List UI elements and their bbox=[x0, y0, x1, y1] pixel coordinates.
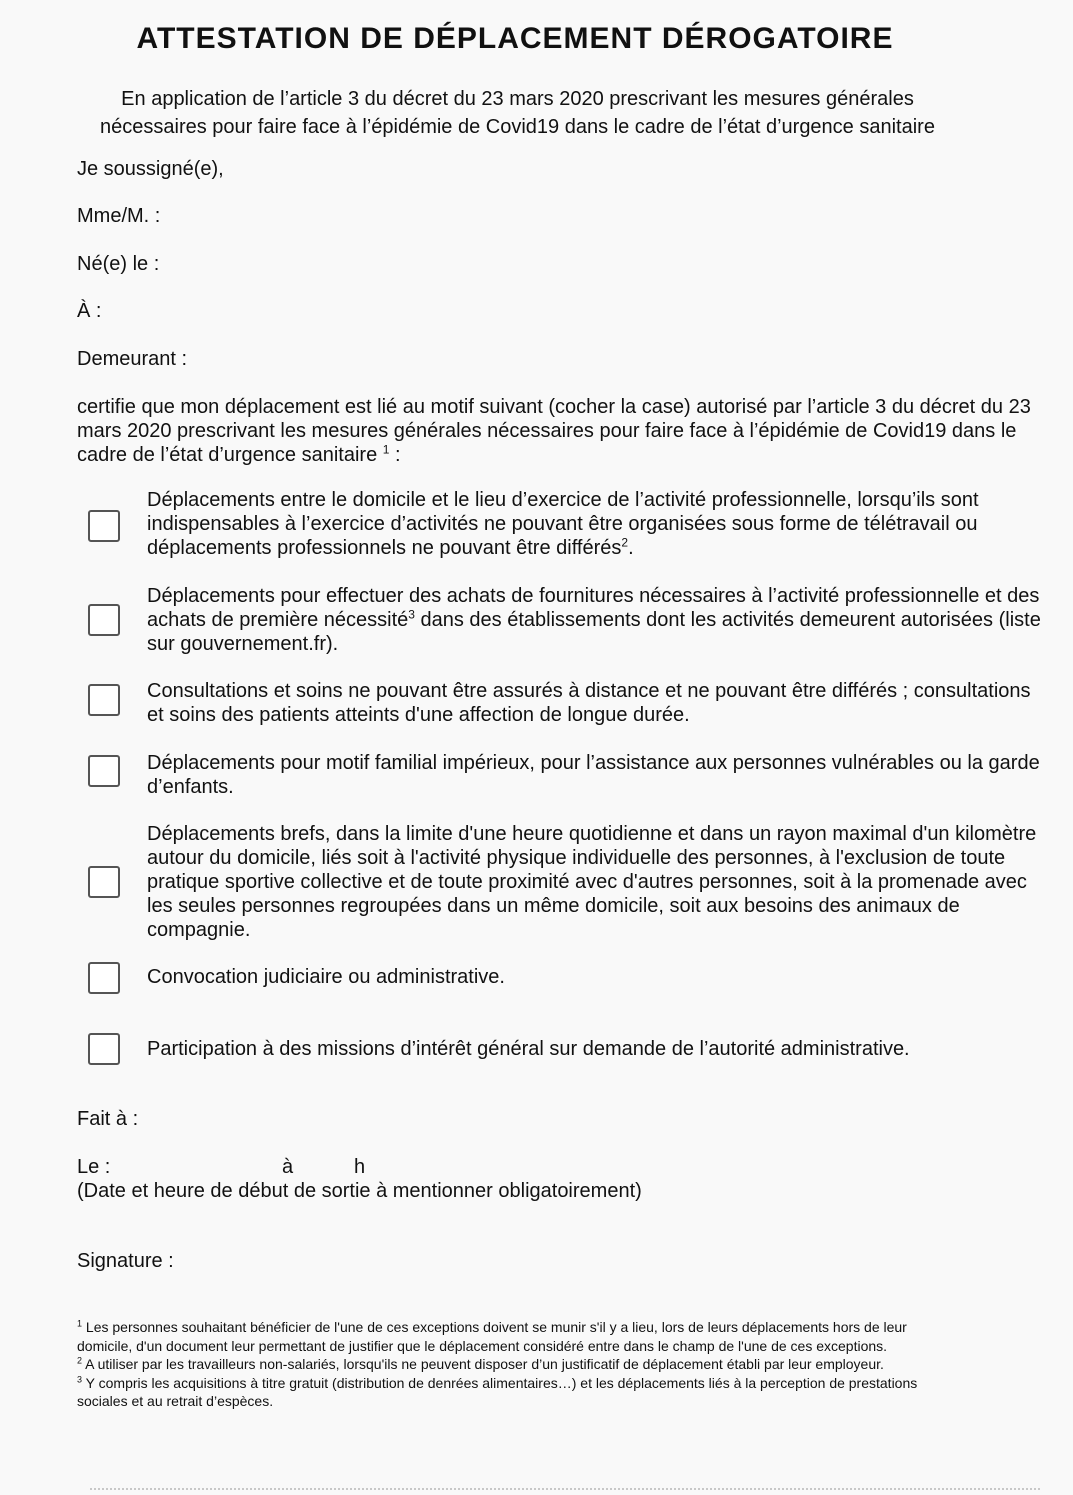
name-field-label: Mme/M. : bbox=[77, 205, 161, 227]
intro-text bbox=[0, 85, 1035, 141]
date-time-note: (Date et heure de début de sortie à mentionner obligatoirement) bbox=[77, 1180, 642, 1202]
document-title: ATTESTATION DE DÉPLACEMENT DÉROGATOIRE bbox=[136, 22, 894, 55]
reason-family-text: Déplacements pour motif familial impérieux, pour l’assistance aux personnes vulnérables ou la garde d’enfants. bbox=[147, 752, 1040, 798]
soussigne-label: Je soussigné(e), bbox=[77, 158, 224, 180]
date-label: Le : bbox=[77, 1156, 111, 1178]
address-field-label: Demeurant : bbox=[77, 348, 188, 370]
certify-suffix: : bbox=[389, 444, 401, 466]
hour-label: h bbox=[354, 1156, 366, 1178]
reason-missions-text: Participation à des missions d’intérêt général sur demande de l’autorité administrative. bbox=[147, 1038, 910, 1060]
birthdate-field-label: Né(e) le : bbox=[77, 253, 160, 275]
reason-shopping-checkbox[interactable] bbox=[88, 604, 120, 636]
reason-work-text: Déplacements entre le domicile et le lieu d’exercice de l’activité professionnelle, lorsqu’ils sont indispensables à l’exercice d’activités ne pouvant être organisées sous forme de télétravail ou déplacements professionnels ne pouvant être différés$^2$. bbox=[147, 489, 979, 559]
footnote-ref-1: 1 bbox=[382, 442, 390, 457]
reason-health-text: Consultations et soins ne pouvant être assurés à distance et ne pouvant être différés ; consultations et soins des patients atteints d'une affection de longue durée. bbox=[147, 680, 1031, 726]
certify-text: certifie que mon déplacement est lié au motif suivant (cocher la case) autorisé par l’article 3 du décret du 23 mars 2020 prescrivant les mesures générales nécessaires pour faire face à l’épidémie de Covid19 dans le cadre de l’état d’urgence sanitaire bbox=[77, 396, 1031, 466]
reason-family-checkbox[interactable] bbox=[88, 755, 120, 787]
date-time-row bbox=[77, 1155, 777, 1205]
reason-exercise-checkbox[interactable] bbox=[88, 866, 120, 898]
footnote-ref-3: 3 bbox=[408, 607, 415, 622]
certify-statement bbox=[77, 395, 1037, 467]
birthplace-field-label: À : bbox=[77, 300, 102, 322]
time-at-label: à bbox=[282, 1156, 294, 1178]
footnote-2: $^2$ A utiliser par les travailleurs non-salariés, lorsqu'ils ne peuvent disposer d’un justificatif de déplacement établi par leur employeur. bbox=[77, 1355, 884, 1372]
fait-a-label: Fait à : bbox=[77, 1108, 139, 1130]
reason-shopping-text: Déplacements pour effectuer des achats de fournitures nécessaires à l’activité professionnelle et des achats de première nécessité$^3$ dans des établissements dont les activités demeurent autorisées (liste sur gouvernement.fr). bbox=[147, 585, 1041, 655]
footnotes bbox=[77, 1318, 937, 1411]
reason-missions-checkbox[interactable] bbox=[88, 1033, 120, 1065]
reason-convocation-checkbox[interactable] bbox=[88, 962, 120, 994]
footnote-1: $^1$ Les personnes souhaitant bénéficier de l'une de ces exceptions doivent se munir s'il y a lieu, lors de leurs déplacements hors de leur domicile, d'un document leur permettant de justifier que le déplacement considéré entre dans le champ de l'une de ces exceptions. bbox=[77, 1318, 907, 1354]
intro-line-2: nécessaires pour faire face à l’épidémie de Covid19 dans le cadre de l’état d’urgence sanitaire bbox=[100, 116, 935, 138]
reason-convocation-text: Convocation judiciaire ou administrative. bbox=[147, 966, 505, 988]
reason-work-checkbox[interactable] bbox=[88, 510, 120, 542]
footnote-ref-2: 2 bbox=[621, 535, 629, 550]
page-edge-divider bbox=[90, 1488, 1040, 1490]
footnote-3: $^3$ Y compris les acquisitions à titre gratuit (distribution de denrées alimentaires…) et les déplacements liés à la perception de prestations sociales et au retrait d’espèces. bbox=[77, 1373, 918, 1409]
intro-line-1: En application de l’article 3 du décret du 23 mars 2020 prescrivant les mesures générales bbox=[121, 88, 914, 110]
reason-health-checkbox[interactable] bbox=[88, 684, 120, 716]
signature-label: Signature : bbox=[77, 1250, 174, 1272]
reason-exercise-text: Déplacements brefs, dans la limite d'une heure quotidienne et dans un rayon maximal d'un kilomètre autour du domicile, liés soit à l'activité physique individuelle des personnes, à l'exclusion de toute pratique sportive collective et de toute proximité avec d'autres personnes, soit à la promenade avec les seules personnes regroupées dans un même domicile, soit aux besoins des animaux de compagnie. bbox=[147, 823, 1037, 941]
